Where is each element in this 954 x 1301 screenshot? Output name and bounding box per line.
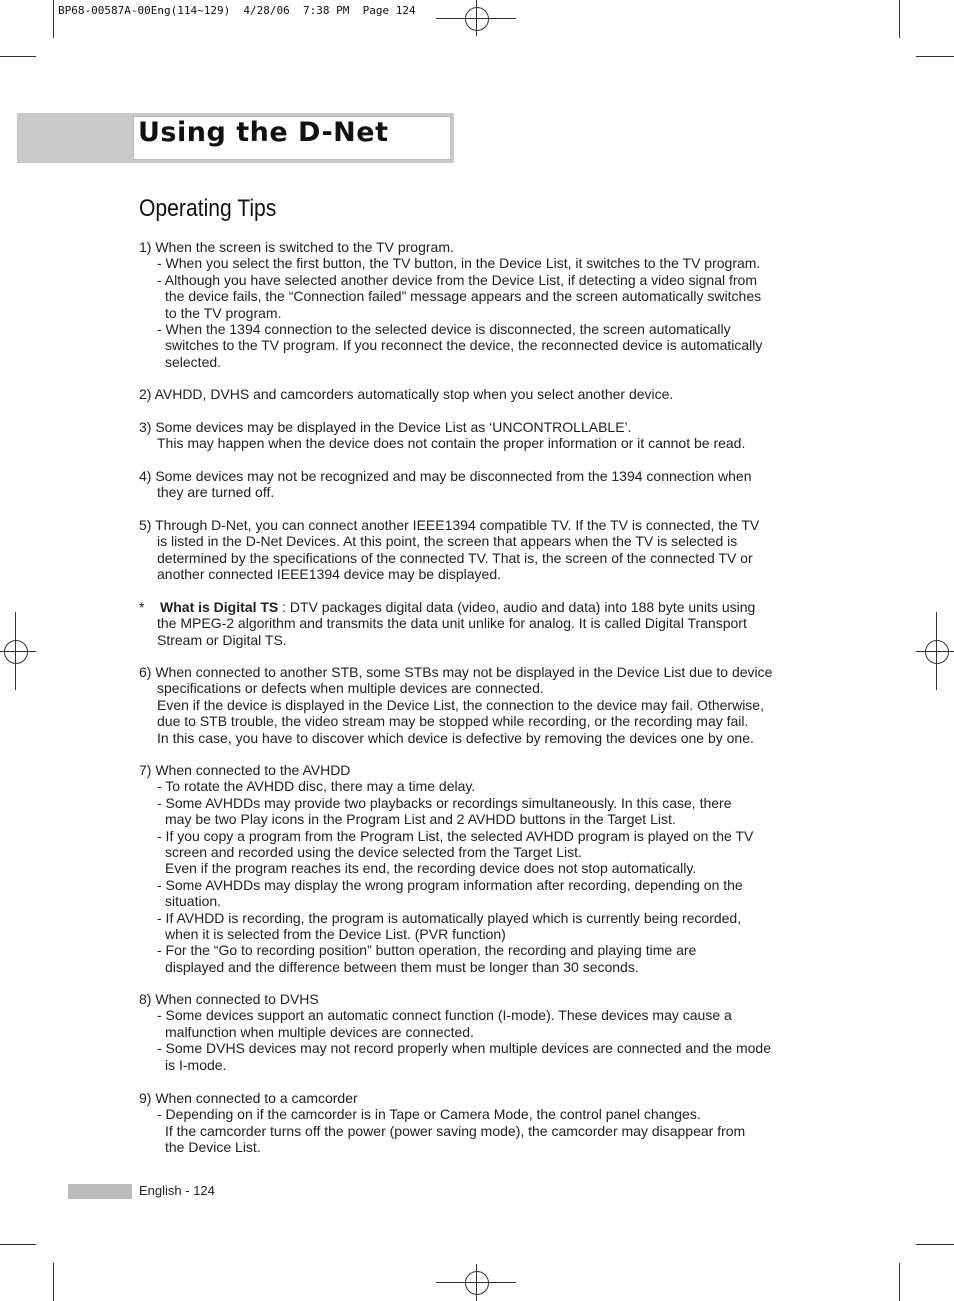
registration-circle <box>925 640 949 664</box>
tip-bullet: - If you copy a program from the Program List, the selected AVHDD program is played on the TV <box>157 827 754 844</box>
tip-bullet: - If AVHDD is recording, the program is automatically played which is currently being recorded, <box>157 909 742 926</box>
registration-circle <box>465 7 489 31</box>
tip-bullet: - Some devices support an automatic connect function (I-mode). These devices may cause a <box>157 1007 732 1024</box>
tip-lead: 1) When the screen is switched to the TV program. <box>139 239 454 255</box>
tip-bullet: - Depending on if the camcorder is in Tape or Camera Mode, the control panel changes. <box>157 1106 701 1123</box>
tip-lead: 7) When connected to the AVHDD <box>139 762 351 778</box>
tip-bullet-cont: If the camcorder turns off the power (power saving mode), the camcorder may disappear from <box>165 1122 746 1139</box>
crop-mark <box>916 56 954 57</box>
tip-lead: 4) Some devices may not be recognized and may be disconnected from the 1394 connection when <box>139 468 752 484</box>
note-first-line <box>139 599 799 615</box>
tip-bullet: - Some AVHDDs may provide two playbacks or recordings simultaneously. In this case, there <box>157 794 732 811</box>
tip-item-3 <box>139 419 799 452</box>
tip-bullet-cont: may be two Play icons in the Program List and 2 AVHDD buttons in the Target List. <box>165 811 676 828</box>
footer-bar <box>68 1184 132 1199</box>
tip-note-digital-ts <box>139 599 799 648</box>
crop-mark <box>899 0 900 38</box>
crop-mark <box>53 1263 54 1301</box>
note-term: What is Digital TS <box>160 599 279 615</box>
tip-bullet-cont: the Device List. <box>165 1139 261 1156</box>
tip-bullet: - Some DVHS devices may not record properly when multiple devices are connected and the mode <box>157 1040 771 1057</box>
tip-bullet: - Some AVHDDs may display the wrong program information after recording, depending on the <box>157 876 743 893</box>
tip-bullet: - When you select the first button, the TV button, in the Device List, it switches to the TV program. <box>157 255 761 272</box>
crop-mark <box>899 1263 900 1301</box>
tip-bullet-cont: when it is selected from the Device List. (PVR function) <box>165 926 506 943</box>
crop-mark <box>0 56 36 57</box>
crop-mark <box>916 1244 954 1245</box>
tip-bullet-cont: to the TV program. <box>165 304 282 321</box>
tip-item-9 <box>139 1090 799 1156</box>
section-title: Operating Tips <box>139 195 277 222</box>
registration-circle <box>465 1271 489 1295</box>
registration-circle <box>4 640 28 664</box>
tip-bullet: - For the “Go to recording position” button operation, the recording and playing time are <box>157 942 697 959</box>
tip-line: due to STB trouble, the video stream may be stopped while recording, or the recording may fail. <box>157 713 749 730</box>
crop-mark <box>0 1244 36 1245</box>
tip-item-5 <box>139 517 799 583</box>
tip-line: the MPEG-2 algorithm and transmits the data unit unlike for analog. It is called Digital Transport <box>157 615 747 632</box>
tip-bullet-cont: displayed and the difference between them must be longer than 30 seconds. <box>165 958 639 975</box>
tip-line: they are turned off. <box>157 484 275 501</box>
tip-lead: 2) AVHDD, DVHS and camcorders automatically stop when you select another device. <box>139 386 674 402</box>
tip-line: Stream or Digital TS. <box>157 631 287 648</box>
tip-lead: 8) When connected to DVHS <box>139 991 319 1007</box>
print-header: BP68-00587A-00Eng(114~129) 4/28/06 7:38 PM Page 124 <box>58 4 416 17</box>
tip-lead: 6) When connected to another STB, some STBs may not be displayed in the Device List due to device <box>139 664 773 680</box>
tip-item-8 <box>139 991 799 1073</box>
tip-bullet-cont: switches to the TV program. If you reconnect the device, the reconnected device is automatically <box>165 337 763 354</box>
tip-line: In this case, you have to discover which device is defective by removing the devices one by one. <box>157 729 754 746</box>
tip-bullet-cont: the device fails, the “Connection failed” message appears and the screen automatically switches <box>165 288 762 305</box>
tip-bullet-cont: Even if the program reaches its end, the recording device does not stop automatically. <box>165 860 697 877</box>
tip-bullet: - To rotate the AVHDD disc, there may a time delay. <box>157 778 476 795</box>
tip-line: another connected IEEE1394 device may be displayed. <box>157 566 502 583</box>
tip-bullet: - Although you have selected another device from the Device List, if detecting a video signal from <box>157 271 758 288</box>
tip-line: is listed in the D-Net Devices. At this point, the screen that appears when the TV is selected is <box>157 533 738 550</box>
tip-item-4 <box>139 468 799 501</box>
tip-bullet: - When the 1394 connection to the selected device is disconnected, the screen automatically <box>157 321 731 338</box>
tip-lead: 3) Some devices may be displayed in the Device List as ‘UNCONTROLLABLE’. <box>139 419 632 435</box>
tip-item-2 <box>139 386 799 402</box>
tip-bullet-cont: situation. <box>165 893 222 910</box>
tip-line: Even if the device is displayed in the Device List, the connection to the device may fail. Otherwise, <box>157 696 764 713</box>
tip-lead: 9) When connected to a camcorder <box>139 1090 358 1106</box>
tip-item-1 <box>139 239 799 370</box>
tip-line: specifications or defects when multiple devices are connected. <box>157 680 544 697</box>
tip-bullet-cont: is I-mode. <box>165 1056 227 1073</box>
note-marker: * <box>139 599 145 615</box>
note-text: : DTV packages digital data (video, audio and data) into 188 byte units using <box>278 599 756 615</box>
page-title: Using the D-Net <box>138 117 389 148</box>
tip-bullet-cont: screen and recorded using the device selected from the Target List. <box>165 844 582 861</box>
crop-mark <box>53 0 54 38</box>
tip-lead: 5) Through D-Net, you can connect another IEEE1394 compatible TV. If the TV is connected, the TV <box>139 517 760 533</box>
tip-line: determined by the specifications of the connected TV. That is, the screen of the connected TV or <box>157 549 753 566</box>
page-number: English - 124 <box>139 1183 215 1198</box>
tip-item-7 <box>139 762 799 975</box>
tip-bullet-cont: malfunction when multiple devices are connected. <box>165 1023 474 1040</box>
tip-bullet-cont: selected. <box>165 353 222 370</box>
tip-line: This may happen when the device does not contain the proper information or it cannot be read. <box>157 435 746 452</box>
tip-item-6 <box>139 664 799 746</box>
